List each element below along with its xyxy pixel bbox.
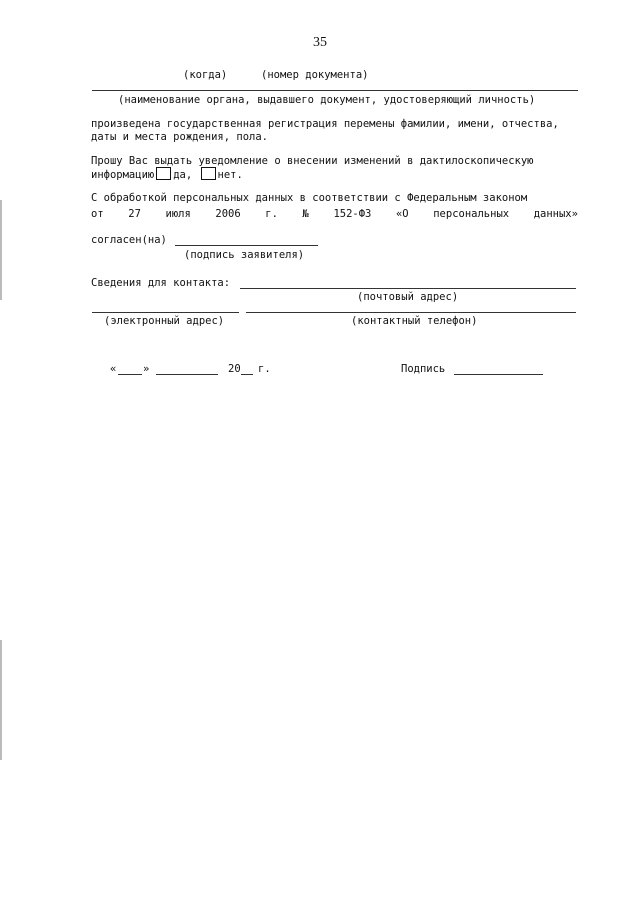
consent-word: 27 bbox=[128, 208, 141, 220]
consent-word: 2006 bbox=[215, 208, 241, 220]
postal-line[interactable] bbox=[240, 288, 576, 289]
consent-word: 152-ФЗ bbox=[333, 208, 372, 220]
year-suffix: г. bbox=[258, 363, 271, 375]
when-label: (когда) bbox=[183, 69, 228, 81]
day-line[interactable] bbox=[118, 374, 142, 375]
request-line-1: Прошу Вас выдать уведомление о внесении изменений в дактилоскопическую bbox=[91, 155, 534, 167]
email-caption: (электронный адрес) bbox=[104, 315, 225, 327]
date-close-quote: » bbox=[143, 363, 150, 375]
year-prefix: 20 bbox=[228, 363, 241, 375]
issuer-line bbox=[92, 90, 578, 91]
postal-caption: (почтовый адрес) bbox=[357, 291, 459, 303]
consent-line-2 bbox=[91, 208, 578, 220]
consent-line-1: С обработкой персональных данных в соответствии с Федеральным законом bbox=[91, 192, 528, 204]
phone-caption: (контактный телефон) bbox=[351, 315, 478, 327]
issuer-caption: (наименование органа, выдавшего документ, удостоверяющий личность) bbox=[118, 94, 536, 106]
page-number: 35 bbox=[313, 35, 327, 50]
email-line[interactable] bbox=[92, 312, 239, 313]
month-line[interactable] bbox=[156, 374, 218, 375]
date-open-quote: « bbox=[110, 363, 117, 375]
registration-line-1: произведена государственная регистрация перемены фамилии, имени, отчества, bbox=[91, 118, 559, 130]
contact-label: Сведения для контакта: bbox=[91, 277, 231, 289]
year-line[interactable] bbox=[241, 374, 253, 375]
consent-word: июля bbox=[165, 208, 191, 220]
signature-line[interactable] bbox=[175, 245, 318, 246]
consent-word: «О bbox=[395, 208, 409, 220]
signature-caption: (подпись заявителя) bbox=[184, 249, 305, 261]
yes-checkbox[interactable] bbox=[156, 167, 171, 180]
agree-label: согласен(на) bbox=[91, 234, 167, 246]
scan-edge bbox=[0, 640, 2, 760]
scan-edge bbox=[0, 200, 2, 300]
consent-word: г. bbox=[265, 208, 278, 220]
consent-word: № bbox=[302, 208, 309, 220]
no-label: нет. bbox=[217, 169, 243, 181]
consent-word: от bbox=[91, 208, 104, 220]
request-line-2 bbox=[91, 167, 243, 182]
footer-signature-line[interactable] bbox=[454, 374, 543, 375]
footer-signature-label: Подпись bbox=[401, 363, 446, 375]
no-checkbox[interactable] bbox=[201, 167, 216, 180]
registration-line-2: даты и места рождения, пола. bbox=[91, 131, 269, 143]
consent-word: данных» bbox=[533, 208, 578, 220]
phone-line[interactable] bbox=[246, 312, 576, 313]
request-prefix: информацию bbox=[91, 169, 155, 181]
doc-number-label: (номер документа) bbox=[261, 69, 369, 81]
consent-word: персональных bbox=[433, 208, 510, 220]
yes-label: да, bbox=[173, 169, 193, 181]
